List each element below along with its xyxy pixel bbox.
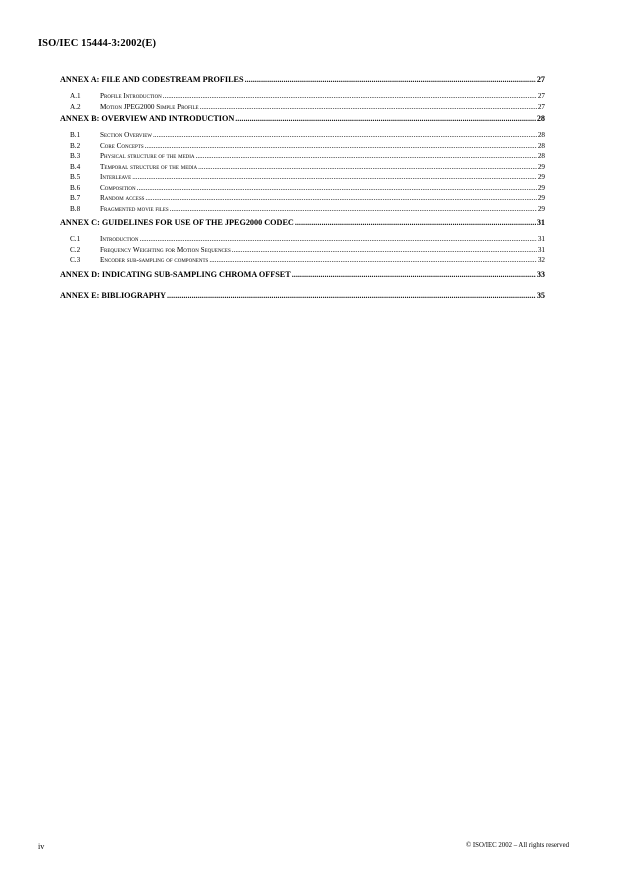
toc-leader-dots [209, 255, 537, 266]
footer-copyright: © ISO/IEC 2002 – All rights reserved [466, 842, 569, 849]
toc-leader-dots [292, 269, 536, 281]
toc-entry-c2[interactable] [60, 245, 545, 256]
toc-entry-b8[interactable] [60, 204, 545, 215]
toc-leader-dots [145, 193, 536, 204]
toc-item-title: Fragmented movie files [100, 204, 169, 213]
toc-page-number: 31 [537, 235, 545, 243]
toc-annex-title: ANNEX E: BIBLIOGRAPHY [60, 290, 166, 300]
toc-item-title: Temporal structure of the media [100, 162, 198, 171]
toc-entry-b6[interactable] [60, 183, 545, 194]
toc-item-number: B.4 [70, 162, 81, 171]
toc-item-title: Introduction [100, 235, 139, 243]
toc-entry-c1[interactable] [60, 234, 545, 245]
toc-entry-annex-d[interactable] [60, 269, 545, 281]
toc-page-number: 27 [537, 92, 545, 100]
toc-entry-b5[interactable] [60, 172, 545, 183]
toc-annex-title: ANNEX D: INDICATING SUB-SAMPLING CHROMA OFFSET [60, 269, 291, 279]
toc-page-number: 35 [536, 290, 545, 300]
toc-item-title: Interleave [100, 173, 132, 181]
toc-leader-dots [140, 234, 537, 245]
toc-leader-dots [200, 102, 537, 113]
document-header: ISO/IEC 15444-3:2002(E) [38, 38, 157, 49]
toc-item-title: Profile Introduction [100, 92, 162, 100]
toc-item-number: C.1 [70, 235, 81, 243]
toc-leader-dots [167, 290, 536, 302]
toc-item-title: Core Concepts [100, 141, 144, 150]
toc-page-number: 29 [537, 162, 545, 171]
toc-page-number: 33 [536, 269, 545, 279]
toc-entry-b3[interactable] [60, 151, 545, 162]
toc-item-number: B.7 [70, 194, 81, 202]
table-of-contents [60, 74, 545, 302]
toc-item-title: Random access [100, 194, 145, 202]
toc-item-number: B.5 [70, 173, 81, 181]
toc-entry-annex-e[interactable] [60, 290, 545, 302]
footer-page-number: iv [38, 842, 45, 851]
toc-item-title: Frequency Weighting for Motion Sequences [100, 245, 231, 254]
toc-leader-dots [145, 141, 537, 152]
toc-annex-title: ANNEX A: FILE AND CODESTREAM PROFILES [60, 75, 244, 84]
toc-entry-annex-b[interactable] [60, 113, 545, 125]
toc-page-number: 31 [536, 218, 545, 227]
toc-entry-annex-a[interactable] [60, 74, 545, 86]
toc-leader-dots [245, 74, 536, 86]
toc-item-number: A.2 [70, 102, 81, 111]
toc-item-number: A.1 [70, 92, 81, 100]
toc-page-number: 31 [537, 245, 545, 254]
toc-page-number: 28 [537, 131, 545, 139]
toc-page-number: 29 [537, 204, 545, 213]
toc-page-number: 28 [537, 152, 545, 160]
toc-item-title: Motion JPEG2000 Simple Profile [100, 102, 199, 111]
toc-page-number: 29 [537, 183, 545, 192]
toc-entry-annex-c[interactable] [60, 217, 545, 229]
toc-leader-dots [235, 113, 536, 125]
toc-page-number: 32 [537, 256, 545, 264]
toc-leader-dots [137, 183, 537, 194]
toc-leader-dots [198, 162, 537, 173]
toc-entry-b1[interactable] [60, 130, 545, 141]
toc-leader-dots [232, 245, 537, 256]
toc-item-number: B.1 [70, 131, 81, 139]
toc-page-number: 28 [537, 141, 545, 150]
toc-annex-title: ANNEX B: OVERVIEW AND INTRODUCTION [60, 114, 235, 123]
toc-entry-a2[interactable] [60, 102, 545, 113]
toc-leader-dots [196, 151, 537, 162]
toc-item-number: B.6 [70, 183, 81, 192]
toc-item-title: Section Overview [100, 131, 152, 139]
toc-entry-b7[interactable] [60, 193, 545, 204]
toc-item-title: Composition [100, 183, 136, 192]
toc-leader-dots [153, 130, 537, 141]
toc-item-number: B.3 [70, 152, 81, 160]
toc-leader-dots [163, 91, 537, 102]
toc-entry-b4[interactable] [60, 162, 545, 173]
toc-entry-c3[interactable] [60, 255, 545, 266]
toc-page-number: 28 [536, 114, 545, 123]
toc-item-number: B.2 [70, 141, 81, 150]
toc-entry-b2[interactable] [60, 141, 545, 152]
toc-page-number: 29 [537, 173, 545, 181]
toc-item-number: C.3 [70, 256, 81, 264]
toc-leader-dots [295, 217, 536, 229]
toc-page-number: 27 [536, 75, 545, 84]
toc-item-title: Physical structure of the media [100, 152, 195, 160]
toc-leader-dots [170, 204, 537, 215]
toc-page-number: 29 [537, 194, 545, 202]
toc-item-number: B.8 [70, 204, 81, 213]
toc-item-number: C.2 [70, 245, 81, 254]
toc-leader-dots [132, 172, 537, 183]
toc-page-number: 27 [537, 102, 545, 111]
toc-annex-title: ANNEX C: GUIDELINES FOR USE OF THE JPEG2000 CODEC [60, 218, 294, 227]
toc-entry-a1[interactable] [60, 91, 545, 102]
toc-item-title: Encoder sub-sampling of components [100, 256, 209, 264]
